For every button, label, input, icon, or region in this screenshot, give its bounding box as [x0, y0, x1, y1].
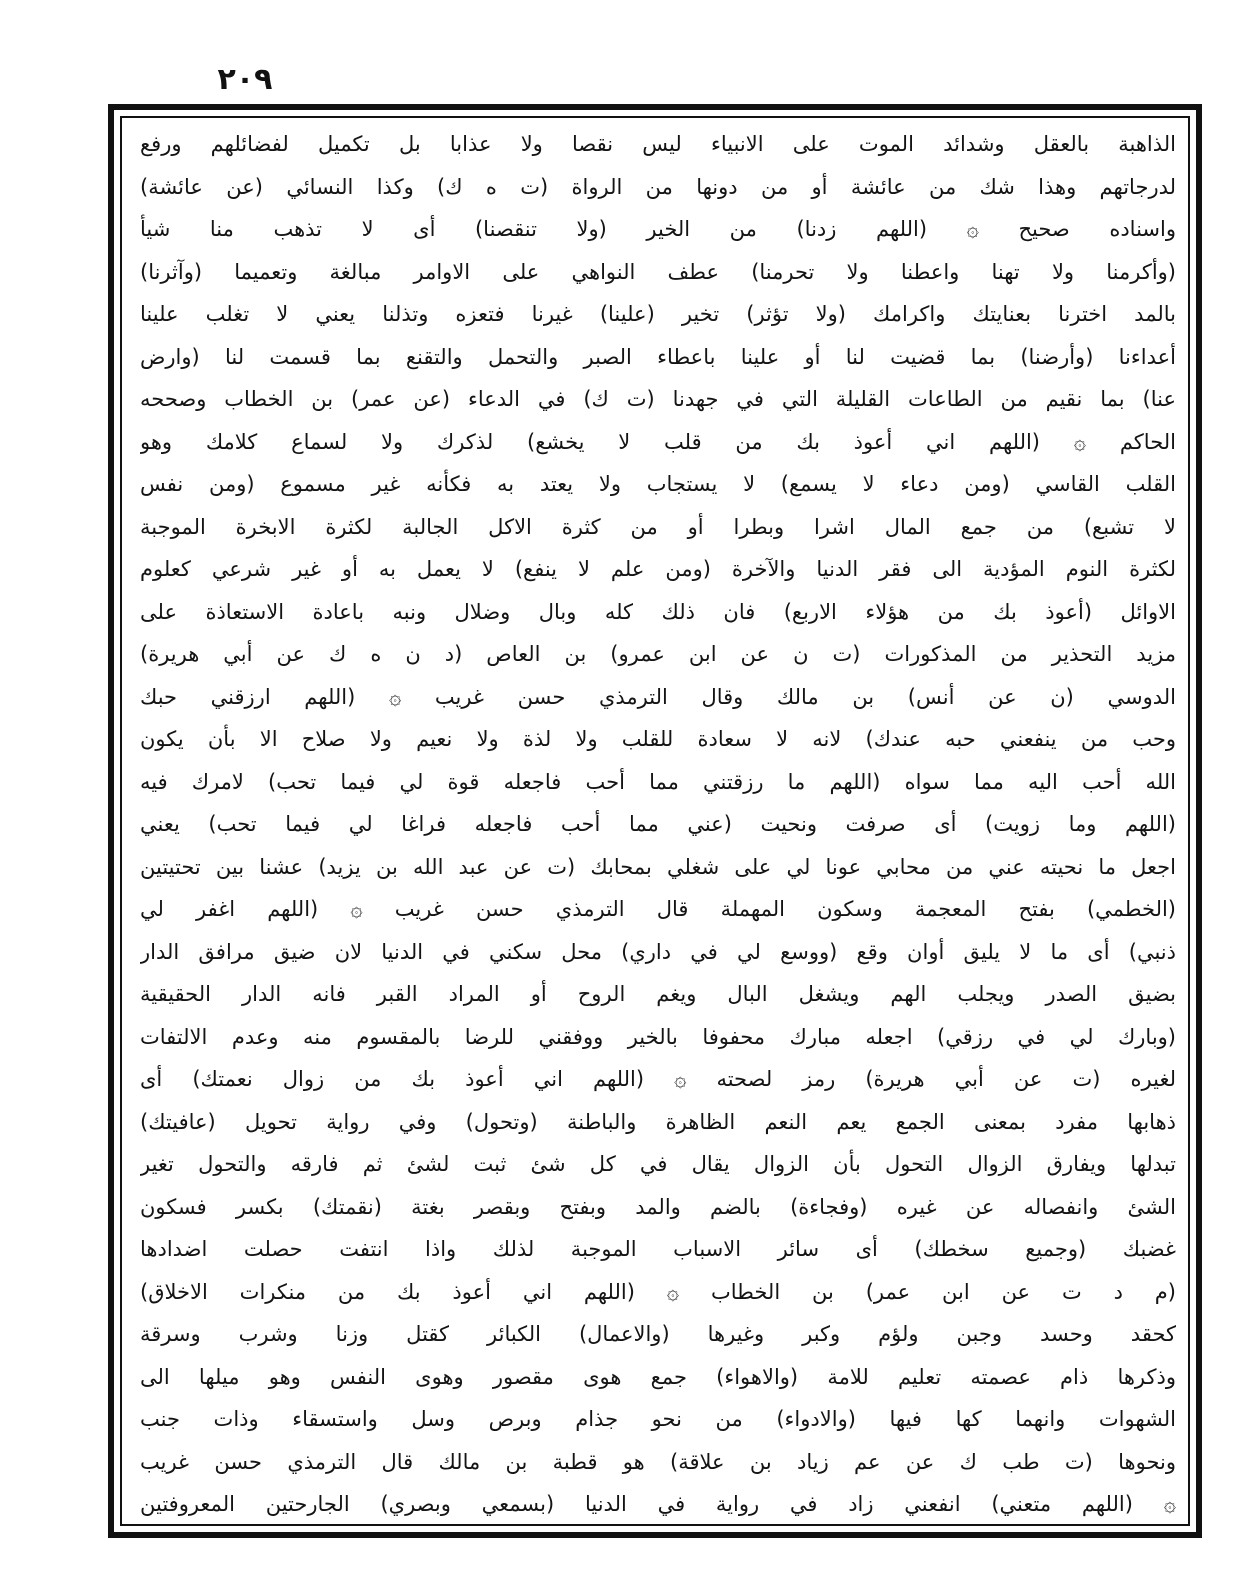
- text-line: واسناده صحيح ۞ (اللهم زدنا) من الخير (ولا تنقصنا) أى لا تذهب منا شيأ: [140, 217, 1176, 241]
- page-number: ٢٠٩: [217, 62, 273, 97]
- text-line: لدرجاتهم وهذا شك من عائشة أو من دونها من الرواة (ت ه ك) وكذا النسائي (عن عائشة): [140, 174, 1176, 199]
- text-line: تبدلها ويفارق الزوال التحول بأن الزوال يقال في كل شئ ثبت لشئ ثم فارقه والتحول تغير: [140, 1152, 1176, 1176]
- text-line: غضبك (وجميع سخطك) أى سائر الاسباب الموجبة لذلك واذا انتفت حصلت اضدادها: [140, 1237, 1176, 1261]
- text-line: لغيره (ت عن أبي هريرة) رمز لصحته ۞ (اللهم اني أعوذ بك من زوال نعمتك) أى: [140, 1067, 1176, 1091]
- text-line: الشهوات وانهما كها فيها (والادواء) من نحو جذام وبرص وسل واستسقاء وذات جنب: [140, 1407, 1176, 1431]
- text-line: (اللهم وما زويت) أى صرفت ونحيت (عني مما أحب فاجعله فراغا لي فيما تحب) يعني: [140, 812, 1176, 836]
- text-line: بالمد اخترنا بعنايتك واكرامك (ولا تؤثر) تخير (علينا) غيرنا فتعزه وتذلنا يعني لا تغلب علينا: [140, 302, 1176, 326]
- text-line: اجعل ما نحيته عني من محابي عونا لي على شغلي بمحابك (ت عن عبد الله بن يزيد) عشنا بين تحتيتين: [140, 854, 1176, 879]
- text-line: القلب القاسي (ومن دعاء لا يسمع) لا يستجاب ولا يعتد به فكأنه غير مسموع (ومن نفس: [140, 472, 1176, 496]
- text-line: الذاهبة بالعقل وشدائد الموت على الانبياء ليس نقصا ولا عذابا بل تكميل لفضائلهم ورفع: [140, 132, 1176, 156]
- text-line: (الخطمي) بفتح المعجمة وسكون المهملة قال الترمذي حسن غريب ۞ (اللهم اغفر لي: [140, 897, 1176, 921]
- text-line: ذنبي) أى ما لا يليق أوان وقع (ووسع لي في داري) محل سكني في الدنيا لان ضيق مرافق الدار: [140, 939, 1176, 964]
- text-line: الحاكم ۞ (اللهم اني أعوذ بك من قلب لا يخشع) لذكرك ولا لسماع كلامك وهو: [140, 429, 1176, 454]
- text-line: الشئ وانفصاله عن غيره (وفجاءة) بالضم والمد وبفتح وبقصر بغتة (نقمتك) بكسر فسكون: [140, 1194, 1176, 1219]
- text-line: وحب من ينفعني حبه عندك) لانه لا سعادة للقلب ولا لذة ولا نعيم ولا صلاح الا بأن يكون: [140, 727, 1176, 751]
- text-line: الدوسي (ن عن أنس) بن مالك وقال الترمذي حسن غريب ۞ (اللهم ارزقني حبك: [140, 684, 1176, 709]
- text-line: مزيد التحذير من المذكورات (ت ن عن ابن عمرو) بن العاص (د ن ه ك عن أبي هريرة): [140, 642, 1176, 666]
- text-line: وذكرها ذام عصمته تعليم للامة (والاهواء) جمع هوى مقصور وهوى النفس وهو ميلها الى: [140, 1364, 1176, 1389]
- text-line: ونحوها (ت طب ك عن عم زياد بن علاقة) هو قطبة بن مالك قال الترمذي حسن غريب: [140, 1449, 1176, 1474]
- text-line: ذهابها مفرد بمعنى الجمع يعم النعم الظاهرة والباطنة (وتحول) وفي رواية تحويل (عافيتك): [140, 1109, 1176, 1134]
- text-line: أعداءنا (وأرضنا) بما قضيت لنا أو علينا باعطاء الصبر والتحمل والتقنع بما قسمت لنا (وارض: [140, 344, 1176, 369]
- text-line: كحقد وحسد وجبن ولؤم وكبر وغيرها (والاعمال) الكبائر كقتل وزنا وشرب وسرقة: [140, 1322, 1176, 1346]
- text-line: (وأكرمنا ولا تهنا واعطنا ولا تحرمنا) عطف النواهي على الاوامر مبالغة وتعميما (وآثرنا): [140, 259, 1176, 284]
- text-line: ۞ (اللهم متعني) انفعني زاد في رواية في الدنيا (بسمعي وبصري) الجارحتين المعروفتين: [140, 1492, 1176, 1516]
- text-line: الله أحب اليه مما سواه (اللهم ما رزقتني مما أحب فاجعله قوة لي فيما تحب) لامرك فيه: [140, 769, 1176, 794]
- text-body: [140, 126, 1176, 1522]
- text-line: بضيق الصدر ويجلب الهم ويشغل البال ويغم الروح أو المراد القبر فانه الدار الحقيقية: [140, 982, 1176, 1006]
- text-line: لكثرة النوم المؤدية الى فقر الدنيا والآخرة (ومن علم لا ينفع) لا يعمل به أو غير شرعي كعلوم: [140, 557, 1176, 581]
- text-line: عنا) بما نقيم من الطاعات القليلة التي في جهدنا (ت ك) في الدعاء (عن عمر) بن الخطاب وصححه: [140, 387, 1176, 411]
- text-line: (م د ت عن ابن عمر) بن الخطاب ۞ (اللهم اني أعوذ بك من منكرات الاخلاق): [140, 1279, 1176, 1304]
- text-line: لا تشبع) من جمع المال اشرا وبطرا أو من كثرة الاكل الجالبة لكثرة الابخرة الموجبة: [140, 514, 1176, 539]
- text-line: (وبارك لي في رزقي) اجعله مبارك محفوفا بالخير ووفقني للرضا بالمقسوم منه وعدم الالتفات: [140, 1024, 1176, 1049]
- text-line: الاوائل (أعوذ بك من هؤلاء الاربع) فان ذلك كله وبال وضلال ونبه باعادة الاستعاذة على: [140, 599, 1176, 624]
